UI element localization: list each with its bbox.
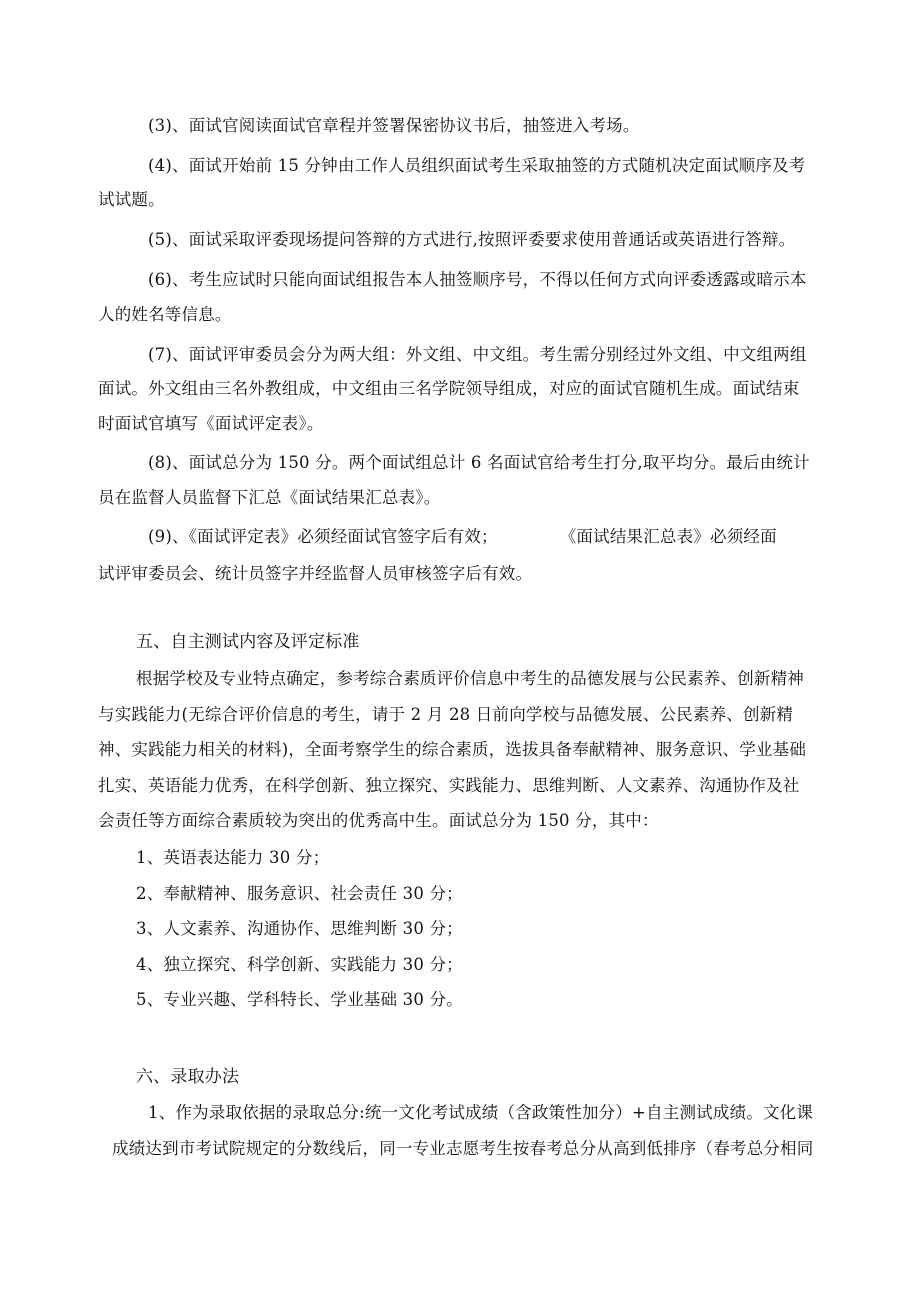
criteria-item-2: 2、奉献精神、服务意识、社会责任 30 分；	[136, 884, 463, 903]
criteria-item-1: 1、英语表达能力 30 分；	[136, 848, 330, 867]
section-5-para-line-5: 会责任等方面综合素质较为突出的优秀高中生。面试总分为 150 分，其中：	[98, 811, 659, 830]
section-5-para-line-2: 与实践能力(无综合评价信息的考生，请于 2 月 28 日前向学校与品德发展、公民素养、创新精	[98, 705, 794, 724]
section-5-heading: 五、自主测试内容及评定标准	[136, 632, 360, 652]
rule-4-line-1: (4)、面试开始前 15 分钟由工作人员组织面试考生采取抽签的方式随机决定面试顺序及考	[148, 156, 806, 175]
rule-9-line-1	[148, 526, 777, 548]
section-5-para-line-3: 神、实践能力相关的材料)，全面考察学生的综合素质，选拔具备奉献精神、服务意识、学业基础	[98, 740, 807, 759]
criteria-item-3: 3、人文素养、沟通协作、思维判断 30 分；	[136, 919, 463, 938]
rule-9-line-2: 试评审委员会、统计员签字并经监督人员审核签字后有效。	[98, 564, 533, 583]
rule-7-line-1: (7)、面试评审委员会分为两大组：外文组、中文组。考生需分别经过外文组、中文组两组	[148, 345, 807, 364]
rule-4-line-2: 试试题。	[98, 190, 165, 209]
rule-6-line-1: (6)、考生应试时只能向面试组报告本人抽签顺序号，不得以任何方式向评委透露或暗示本	[148, 270, 807, 289]
section-5-para-line-1: 根据学校及专业特点确定，参考综合素质评价信息中考生的品德发展与公民素养、创新精神	[136, 669, 804, 688]
criteria-item-5: 5、专业兴趣、学科特长、学业基础 30 分。	[136, 990, 463, 1009]
criteria-item-4: 4、独立探究、科学创新、实践能力 30 分；	[136, 955, 463, 974]
section-6-para-line-1: 1、作为录取依据的录取总分:统一文化考试成绩（含政策性加分）+自主测试成绩。文化课	[148, 1103, 814, 1122]
rule-9-part-a: (9)、《面试评定表》必须经面试官签字后有效；	[148, 527, 498, 546]
rule-8-line-1: (8)、面试总分为 150 分。两个面试组总计 6 名面试官给考生打分,取平均分。最后由统计	[148, 453, 810, 472]
rule-8-line-2: 员在监督人员监督下汇总《面试结果汇总表》。	[98, 488, 441, 507]
rule-7-line-2: 面试。外文组由三名外教组成，中文组由三名学院领导组成，对应的面试官随机生成。面试结束	[98, 379, 800, 398]
section-5-para-line-4: 扎实、英语能力优秀，在科学创新、独立探究、实践能力、思维判断、人文素养、沟通协作及社	[98, 776, 800, 795]
rule-3: (3)、面试官阅读面试官章程并签署保密协议书后，抽签进入考场。	[148, 116, 640, 135]
rule-7-line-3: 时面试官填写《面试评定表》。	[98, 414, 324, 433]
section-6-heading: 六、录取办法	[136, 1067, 240, 1087]
section-6-para-line-2: 成绩达到市考试院规定的分数线后，同一专业志愿考生按春考总分从高到低排序（春考总分相同	[112, 1139, 814, 1158]
rule-6-line-2: 人的姓名等信息。	[98, 305, 232, 324]
rule-9-part-b: 《面试结果汇总表》必须经面	[559, 527, 777, 546]
rule-5: (5)、面试采取评委现场提问答辩的方式进行,按照评委要求使用普通话或英语进行答辩。	[148, 230, 796, 249]
